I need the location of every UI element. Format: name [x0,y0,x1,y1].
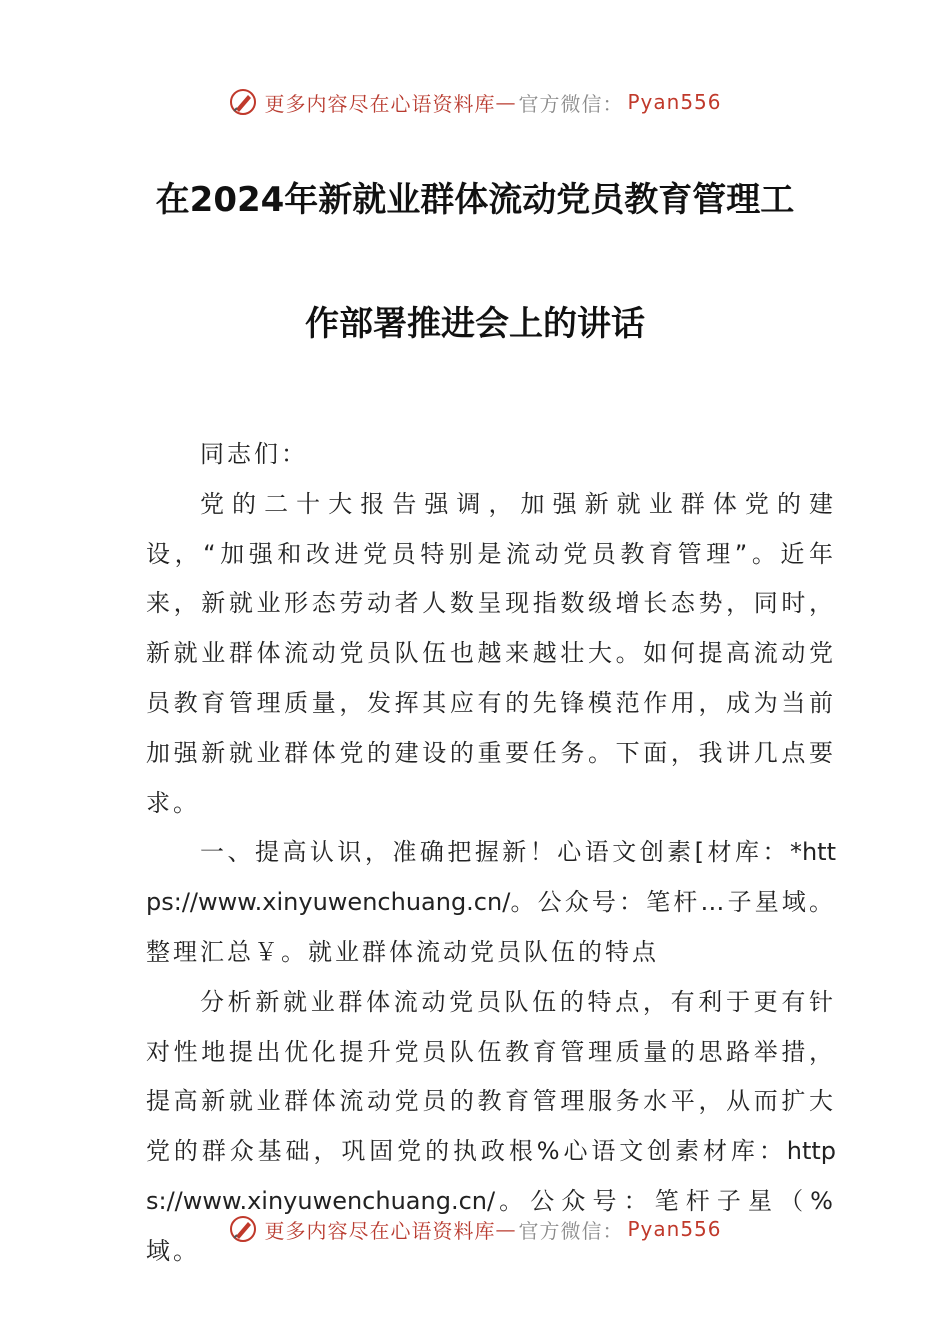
paragraph-2-url: *https://www.xinyuwenchuang.cn/ [146,838,836,917]
paragraph-1: 党的二十大报告强调，加强新就业群体党的建设，“加强和改进党员特别是流动党员教育管理”。近年来，新就业形态劳动者人数呈现指数级增长态势，同时，新就业群体流动党员队伍也越来越壮大。如何提高流动党员教育管理质量，发挥其应有的先锋模范作用，成为当前加强新就业群体党的建设的重要任务。下面，我讲几点要求。 [146,489,836,817]
banner-dash: — [495,90,517,114]
paragraph-2 [146,828,836,977]
document-title-line-2: 作部署推进会上的讲话 [305,304,645,344]
banner-wechat-label: 官方微信： [518,1218,624,1243]
paragraph-2-text-start: 一、提高认识，准确把握新！心语文创素[材库： [200,838,790,867]
footer-watermark-banner [0,1209,950,1249]
header-watermark-banner [0,82,950,122]
banner-wechat-label: 官方微信： [518,91,624,116]
pen-logo-icon [228,87,258,117]
banner-brand-text: 更多内容尽在心语资料库 [264,1218,496,1243]
paragraph-3-text-end: 。公众号：笔杆子星（%域。 [146,1186,836,1265]
paragraph-3-url: https://www.xinyuwenchuang.cn/ [146,1137,836,1215]
document-body [146,430,836,1277]
greeting: 同志们： [200,440,308,468]
banner-dash: — [495,1217,517,1241]
document-title-line-1: 在2024年新就业群体流动党员教育管理工 [155,180,795,220]
banner-account: Pyan556 [627,1217,722,1241]
paragraph-3-text-start: 分析新就业群体流动党员队伍的特点，有利于更有针对性地提出优化提升党员队伍教育管理质量的思路举措，提高新就业群体流动党员的教育管理服务水平，从而扩大党的群众基础，巩固党的执政根%心语文创素材库： [146,987,836,1166]
banner-account: Pyan556 [627,90,722,114]
banner-brand-text: 更多内容尽在心语资料库 [264,91,496,116]
paragraph-2-text-end: 。公众号：笔杆…子星域。整理汇总￥。就业群体流动党员队伍的特点 [146,888,836,966]
pen-logo-icon [228,1214,258,1244]
